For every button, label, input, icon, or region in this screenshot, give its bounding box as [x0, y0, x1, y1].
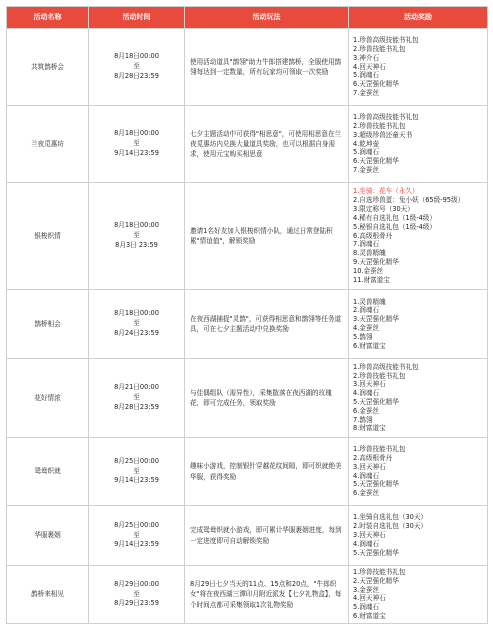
time-end: 9月14日23:59 [114, 148, 159, 157]
activity-time [89, 290, 185, 359]
table-row [7, 183, 488, 290]
activity-rewards [349, 183, 488, 290]
reward-item: 7.金蚕丝 [353, 166, 380, 175]
table-row [7, 290, 488, 359]
reward-item: 1.灵兽精魄 [353, 297, 386, 306]
activity-name: 共筑鹊桥会 [7, 29, 89, 106]
time-start: 8月25日00:00 [114, 520, 159, 529]
activity-name: 鹊桥来相见 [7, 566, 89, 624]
reward-item: 2.自选珍兽蛋：兔小妖（65级-95级） [353, 196, 465, 205]
activity-desc: 趣味小游戏，控制银针穿越花纹间隙，即可织就绝美华服，获得奖励 [185, 438, 349, 506]
reward-item: 1.珍兽高级技能书礼包 [353, 36, 419, 45]
time-end: 8月29日23:59 [114, 599, 159, 608]
reward-item: 5.润魂石 [353, 148, 380, 157]
reward-item: 3.超级珍兽还童天书 [353, 130, 413, 139]
reward-item: 3.金蚕丝 [353, 585, 380, 594]
reward-item: 4.润魂石 [353, 471, 380, 480]
reward-item: 11.财富道宝 [353, 275, 390, 284]
reward-item: 3.回天神石 [353, 531, 386, 540]
activity-desc: 使用活动道具"鹊翎"助力牛郎搭建鹊桥，全服使用鹊翎每达到一定数量，所有玩家均可领取一次奖励 [185, 29, 349, 106]
activity-desc: 完成鸳鸯织就小游戏，即可累计华服裹姻进度，每到一定进度即可自动解锁奖励 [185, 506, 349, 566]
time-end: 8月28日23:59 [114, 71, 159, 80]
reward-item: 3.限定称号（30天） [353, 205, 414, 214]
activity-name: 花好情浓 [7, 359, 89, 438]
reward-item: 1.坐骑自选礼包（30天） [353, 513, 428, 522]
time-start: 8月18日00:00 [114, 129, 159, 138]
time-start: 8月29日00:00 [114, 579, 159, 588]
activity-time [89, 566, 185, 624]
reward-item: 2.时装自选礼包（30天） [353, 522, 428, 531]
reward-item: 2.珍兽技能书礼包 [353, 121, 406, 130]
table-header-row [7, 7, 488, 29]
reward-item: 6.高级根骨丹 [353, 231, 393, 240]
reward-item: 3.回天神石 [353, 380, 386, 389]
activity-rewards [349, 106, 488, 183]
time-separator: 至 [133, 231, 140, 240]
reward-item: 1.珍兽技能书礼包 [353, 568, 406, 576]
time-end: 8月24日23:59 [114, 328, 159, 337]
time-separator: 至 [133, 466, 140, 475]
reward-item: 1.珍兽高级技能书礼包 [353, 113, 419, 122]
time-end: 9月14日23:59 [114, 476, 159, 485]
reward-item: 9.天罡强化精华 [353, 258, 399, 267]
time-start: 8月18日00:00 [114, 309, 159, 318]
activity-name: 鹊桥相会 [7, 290, 89, 359]
time-separator: 至 [133, 589, 140, 598]
table-row [7, 359, 488, 438]
reward-item: 5.秘银自选礼包（1级-4级） [353, 222, 436, 231]
activity-rewards [349, 566, 488, 624]
time-separator: 至 [133, 139, 140, 148]
time-end: 9月14日23:59 [114, 540, 159, 549]
reward-item: 6.财富道宝 [353, 612, 386, 621]
reward-item: 7.金蚕丝 [353, 89, 380, 98]
reward-item: 2.高级根骨丹 [353, 453, 393, 462]
reward-item: 7.鹊翎 [353, 415, 373, 424]
activity-name: 华服裹姻 [7, 506, 89, 566]
reward-item: 6.天罡强化精华 [353, 80, 399, 89]
activity-desc: 8月29日七夕当天的11点、15点和20点，"牛郎织女"将在夜西湖三潭印月附近派发【七夕礼物盒】，每个时间点都可采集领取1次礼物奖励 [185, 566, 349, 624]
header-activity-time: 活动时间 [89, 7, 185, 29]
activity-name: 兰夜觅惠坊 [7, 106, 89, 183]
header-activity-name: 活动名称 [7, 7, 89, 29]
activity-name: 鸳鸯织就 [7, 438, 89, 506]
activity-rewards [349, 29, 488, 106]
activity-rewards [349, 359, 488, 438]
reward-item: 1.珍兽技能书礼包 [353, 445, 406, 454]
reward-item: 7.润魂石 [353, 240, 380, 249]
header-activity-gameplay: 活动玩法 [185, 7, 349, 29]
time-start: 8月18日00:00 [114, 52, 159, 61]
reward-item: 4.金蚕丝 [353, 324, 380, 332]
reward-item: 3.天罡强化精华 [353, 315, 399, 324]
reward-item: 4.稀有自选礼包（1级-4级） [353, 213, 436, 222]
reward-item: 8.财富道宝 [353, 424, 386, 433]
activity-time [89, 359, 185, 438]
reward-item: 4.回天神石 [353, 62, 386, 71]
time-separator: 至 [133, 530, 140, 539]
reward-item: 2.润魂石 [353, 306, 380, 315]
reward-item: 5.润魂石 [353, 71, 380, 80]
reward-item: 1.珍兽高级技能书礼包 [353, 362, 419, 371]
activity-table [6, 6, 488, 624]
activity-desc: 邀请1名好友加入银梭织情小队，通过日常登陆积累"情谊值"，解锁奖励 [185, 183, 349, 290]
activity-time [89, 183, 185, 290]
reward-item: 3.神介石 [353, 53, 380, 62]
reward-item: 2.天罡强化精华 [353, 576, 399, 585]
reward-item: 8.灵兽精魄 [353, 249, 386, 258]
activity-name: 银梭织情 [7, 183, 89, 290]
reward-item: 4.乾坤壶 [353, 139, 380, 148]
reward-item: 5.天罡强化精华 [353, 480, 399, 489]
time-start: 8月25日00:00 [114, 456, 159, 465]
reward-item: 4.润魂石 [353, 539, 380, 548]
activity-time [89, 438, 185, 506]
activity-time [89, 506, 185, 566]
time-start: 8月18日00:00 [114, 221, 159, 230]
activity-rewards [349, 438, 488, 506]
reward-item: 6.天罡强化精华 [353, 157, 399, 166]
reward-item: 5.天罡强化精华 [353, 398, 399, 406]
activity-time [89, 29, 185, 106]
reward-item: 5.润魂石 [353, 603, 380, 612]
reward-item: 4.润魂石 [353, 389, 380, 398]
time-separator: 至 [133, 393, 140, 402]
activity-rewards [349, 290, 488, 359]
time-start: 8月21日00:00 [114, 383, 159, 392]
reward-item: 3.回天神石 [353, 462, 386, 471]
activity-desc: 与佳偶组队（需异性），采集散落在夜西湖的玫瑰花，即可完成任务，领取奖励 [185, 359, 349, 438]
activity-table-container [6, 6, 487, 624]
reward-item-highlight: 1.坐骑：花车（永久） [353, 187, 419, 196]
table-row [7, 566, 488, 624]
time-end: 8月3日 23:59 [115, 240, 158, 249]
activity-desc: 在夜西湖捕捉"灵鹊"，可获得相思意和鹊翎等任务道具，可在七夕主题活动中兑换奖励 [185, 290, 349, 359]
activity-desc: 七夕主题活动中可获得"相思意"，可使用相思意在兰夜觅惠坊内兑换大量道具奖励，也可以根据自身需求，使用元宝购买相思意 [185, 106, 349, 183]
reward-item: 2.珍兽技能书礼包 [353, 371, 406, 380]
reward-item: 4.回天神石 [353, 594, 386, 603]
reward-item: 2.珍兽技能书礼包 [353, 44, 406, 53]
reward-item: 6.金蚕丝 [353, 489, 380, 498]
table-row [7, 106, 488, 183]
time-separator: 至 [133, 62, 140, 71]
time-separator: 至 [133, 319, 140, 328]
reward-item: 5.天罡强化精华 [353, 548, 399, 557]
activity-rewards [349, 506, 488, 566]
reward-item: 6.财富道宝 [353, 341, 386, 350]
time-end: 8月28日23:59 [114, 402, 159, 411]
table-row [7, 438, 488, 506]
reward-item: 6.金蚕丝 [353, 406, 380, 415]
table-row [7, 29, 488, 106]
reward-item: 10.金蚕丝 [353, 266, 384, 275]
header-activity-rewards: 活动奖励 [349, 7, 488, 29]
table-row [7, 506, 488, 566]
reward-item: 5.鹊翎 [353, 332, 373, 341]
activity-time [89, 106, 185, 183]
